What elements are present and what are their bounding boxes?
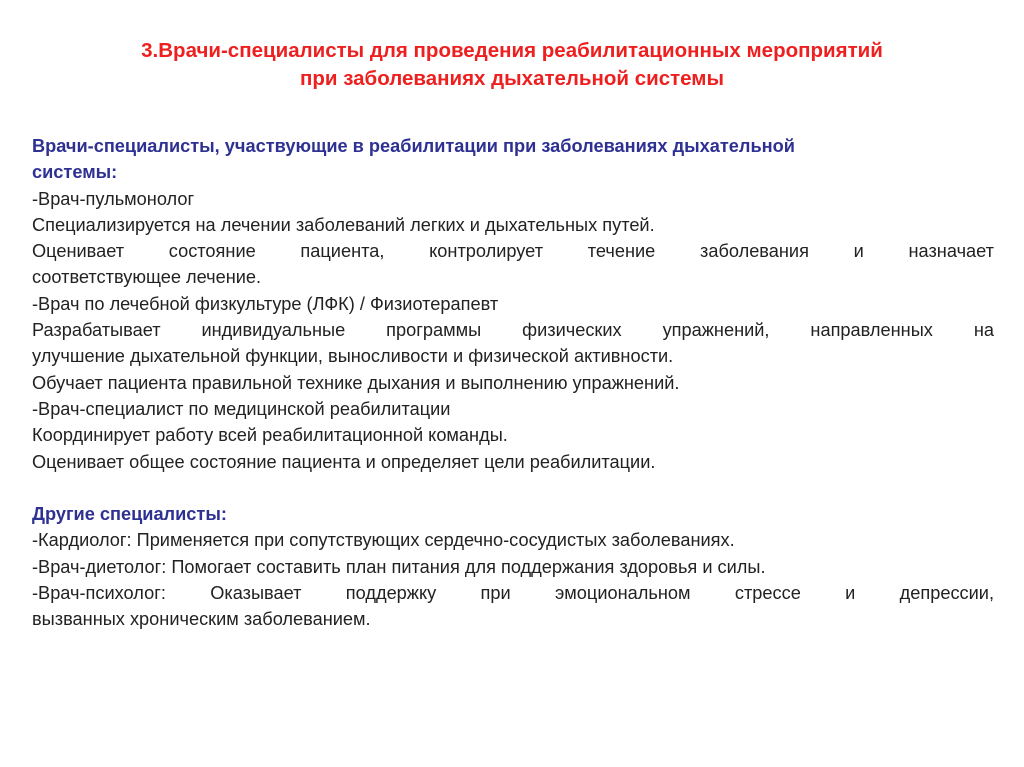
lfk-desc-2: улучшение дыхательной функции, выносливости и физической активности. <box>32 346 674 367</box>
item-lfk-physiotherapist: -Врач по лечебной физкультуре (ЛФК) / Физиотерапевт <box>32 293 499 314</box>
psychologist-desc: вызванных хроническим заболеванием. <box>32 609 371 630</box>
section-heading-specialists-line-1: Врачи-специалисты, участвующие в реабилитации при заболеваниях дыхательной <box>32 136 795 156</box>
item-pulmonologist: -Врач-пульмонолог <box>32 188 195 209</box>
pulmonologist-desc-2: Оценивает состояние пациента, контролирует течение заболевания и назначает <box>32 241 994 262</box>
slide-title-line-1: 3.Врачи-специалисты для проведения реабилитационных мероприятий <box>141 39 883 62</box>
rehab-desc-2: Оценивает общее состояние пациента и определяет цели реабилитации. <box>32 451 656 472</box>
section-spacer <box>32 475 994 501</box>
pulmonologist-desc-3: соответствующее лечение. <box>32 267 262 288</box>
slide-title <box>40 37 984 93</box>
item-dietitian: -Врач-диетолог: Помогает составить план питания для поддержания здоровья и силы. <box>32 556 766 577</box>
section-heading-specialists-line-2: системы: <box>32 162 118 183</box>
item-rehab-specialist: -Врач-специалист по медицинской реабилитации <box>32 398 451 419</box>
item-psychologist: -Врач-психолог: Оказывает поддержку при эмоциональном стрессе и депрессии, <box>32 583 994 604</box>
rehab-desc-1: Координирует работу всей реабилитационной команды. <box>32 425 508 446</box>
slide-body <box>32 133 994 633</box>
pulmonologist-desc-1: Специализируется на лечении заболеваний легких и дыхательных путей. <box>32 214 655 235</box>
lfk-desc-3: Обучает пациента правильной технике дыхания и выполнению упражнений. <box>32 372 680 393</box>
lfk-desc-1: Разрабатывает индивидуальные программы физических упражнений, направленных на <box>32 320 994 341</box>
section-heading-other-specialists: Другие специалисты: <box>32 504 227 525</box>
slide-title-line-2: при заболеваниях дыхательной системы <box>300 67 724 90</box>
item-cardiologist: -Кардиолог: Применяется при сопутствующих сердечно-сосудистых заболеваниях. <box>32 530 735 551</box>
